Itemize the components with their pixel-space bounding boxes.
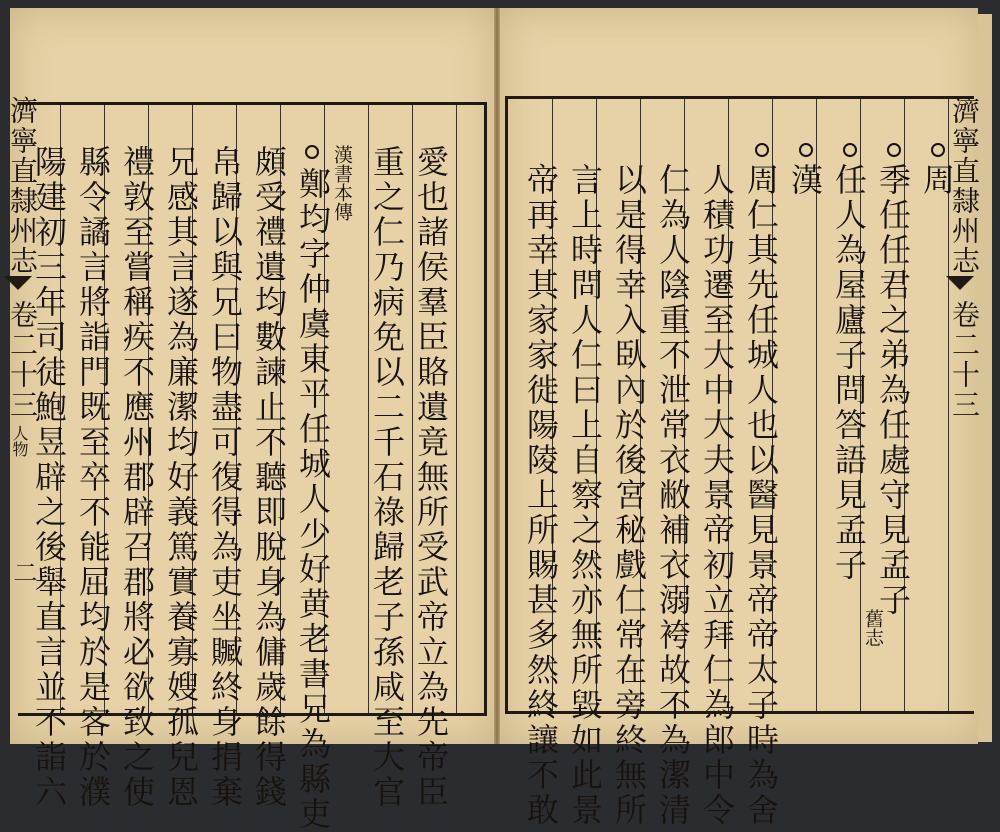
text-column: 禮敦至嘗稱疾不應州郡辟召郡將必欲致之使 (118, 145, 156, 810)
banxin-volume: 卷二十三 (948, 300, 981, 420)
text-column: 帛歸以與兄曰物盡可復得為吏坐贓終身捐棄 (206, 145, 244, 810)
text-column: 季任任君之弟為任處守見孟子 (874, 163, 912, 618)
text-column: 兄感其言遂為廉潔均好義篤實養寡嫂孤兒恩 (162, 145, 200, 810)
text-column: 言上時問人仁曰上自察之然亦無所毀如此景 (566, 163, 604, 828)
text-column: 愛也諸侯羣臣賂遺竟無所受武帝立為先帝臣 (412, 145, 450, 810)
section-marker-icon (843, 143, 857, 157)
right-text-frame (505, 96, 974, 828)
heading-dynasty: 漢 (786, 163, 824, 198)
text-column: 縣令譎言將詣門既至卒不能屈均於是客於濮 (74, 145, 112, 810)
section-marker-icon (887, 143, 901, 157)
text-column: 人積功遷至大中大夫景帝初立拜仁為郎中令 (698, 163, 736, 828)
section-marker-icon (799, 143, 813, 157)
banxin-title: 濟寧直隸州志 (6, 96, 39, 276)
heading-dynasty: 周 (918, 163, 956, 198)
section-marker-icon (755, 143, 769, 157)
banxin-section: 人物 (10, 425, 29, 457)
text-column: 周仁其先任城人也以醫見景帝帝太子時為舍 (742, 163, 780, 828)
section-marker-icon (305, 145, 319, 159)
text-column: 以是得幸入臥內於後宮秘戲仁常在旁終無所 (610, 163, 648, 828)
text-column: 帝再幸其家家徙陽陵上所賜甚多然終讓不敢 (522, 163, 560, 828)
text-column: 頗受禮遺均數諫止不聽即脫身為傭歲餘得錢 (250, 145, 288, 810)
source-note: 舊志 (862, 609, 884, 647)
text-column: 任人為屋廬子問答語見孟子 (830, 163, 868, 583)
left-text-frame (18, 102, 487, 832)
text-column: 重之仁乃病免以二千石祿歸老子孫咸至大官 (368, 145, 406, 810)
source-note: 漢書本傳 (331, 145, 353, 221)
banxin-page-number: 二 (9, 560, 37, 584)
banxin-volume: 卷二十三 (6, 300, 39, 420)
text-column: 仁為人陰重不泄常衣敝補衣溺袴故不為潔清 (654, 163, 692, 828)
text-column: 陽建初三年司徒鮑昱辟之後舉直言並不詣六 (30, 145, 68, 810)
banxin-title: 濟寧直隸州志 (948, 96, 981, 276)
section-marker-icon (931, 143, 945, 157)
text-column: 鄭均字仲虞東平任城人少好黄老書兄為縣吏 (294, 167, 332, 832)
